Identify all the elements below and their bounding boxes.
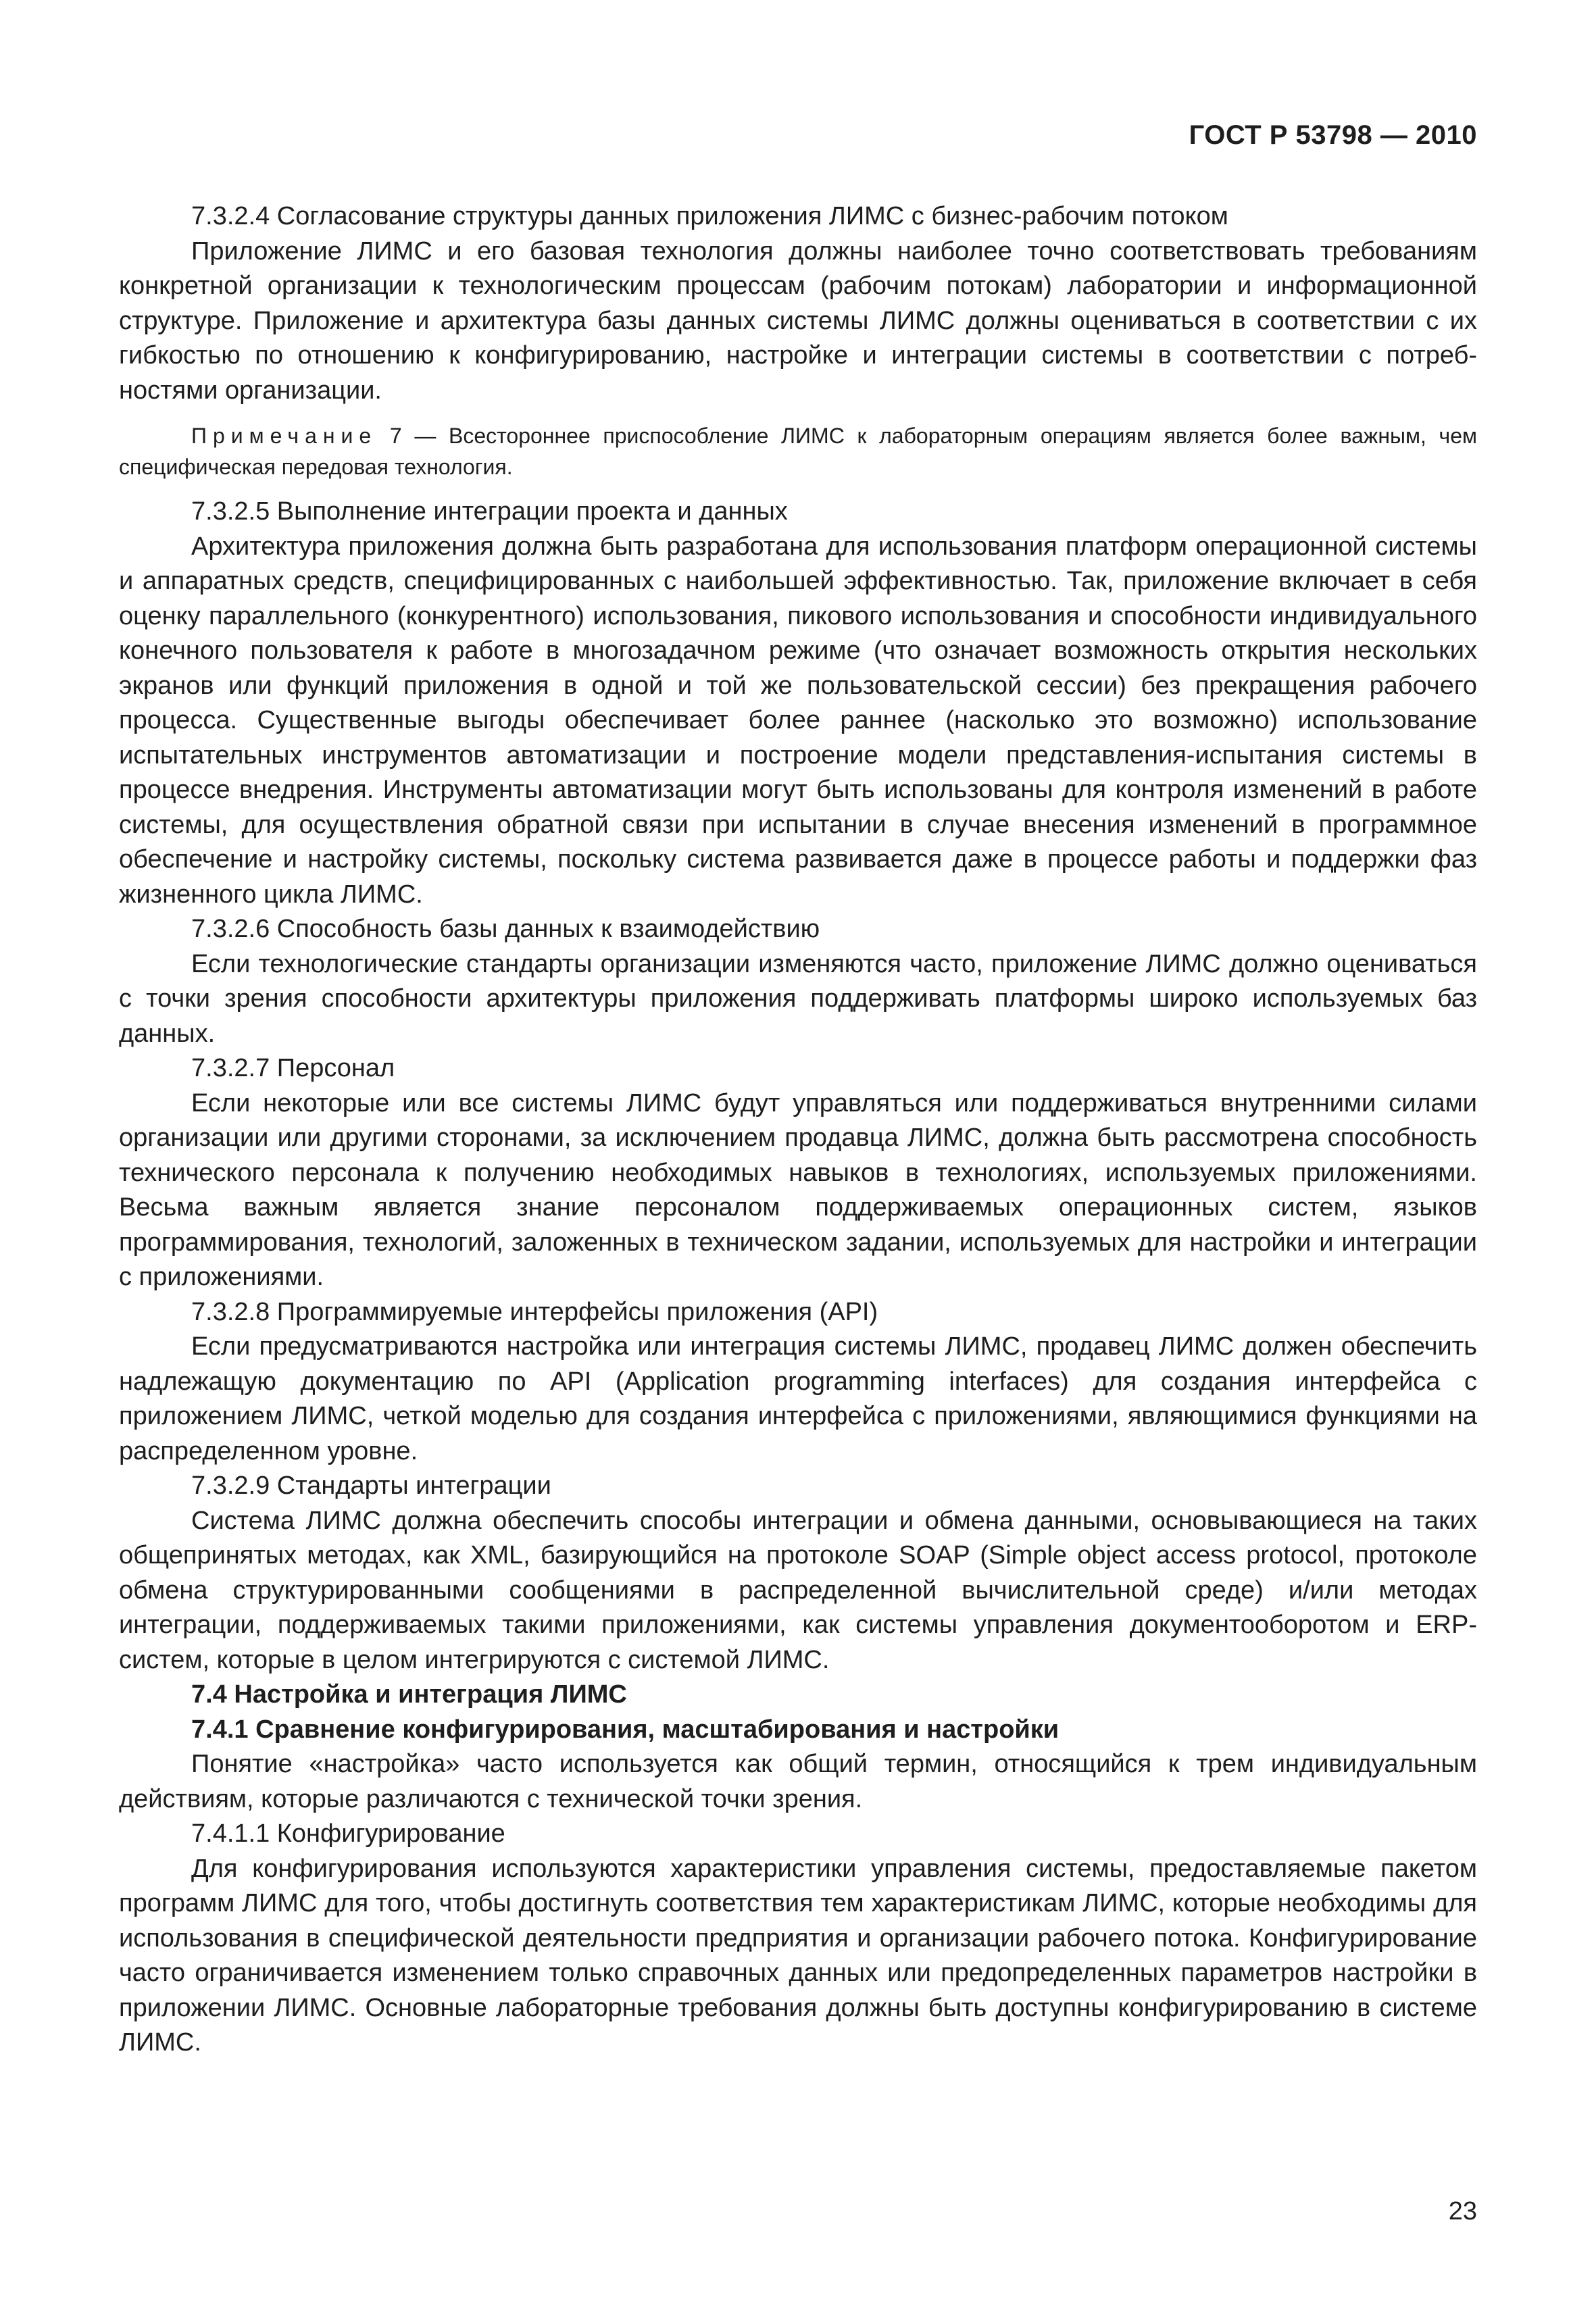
section-7327-title: 7.3.2.7 Персонал: [191, 1054, 395, 1082]
section-7329-title: 7.3.2.9 Стандарты интеграции: [191, 1472, 551, 1500]
section-7326-body: Если технологические стандарты организации изменяются часто, приложение ЛИМС должно оцениваться с точки зрения способности архитектуры приложения поддерживать платформы широко используемых баз данных.: [119, 949, 1477, 1048]
section-741-body: Понятие «настройка» часто используется как общий термин, относящийся к трем индивидуальным действиям, которые различаются с технической точки зрения.: [119, 1750, 1477, 1813]
section-7327-body: Если некоторые или все системы ЛИМС будут управляться или поддерживаться внутренними силами организации или другими сторонами, за исключением продавца ЛИМС, должна быть рассмотрена способность технического персонала к получению необходимых навыков в технологиях, используемых приложениями. Весьма важным является знание персоналом поддерживаемых операционных систем, языков программирования, технологий, заложенных в техническом задании, используемых для настройки и интеграции с приложениями.: [119, 1088, 1477, 1291]
section-7325-title: 7.3.2.5 Выполнение интеграции проекта и данных: [191, 497, 788, 526]
section-741-title: 7.4.1 Сравнение конфигурирования, масштабирования и настройки: [191, 1715, 1059, 1744]
section-7329-body: Система ЛИМС должна обеспечить способы интеграции и обмена данными, основывающиеся на таких общепринятых методах, как XML, базирующийся на протоколе SOAP (Simple object access protocol, протоколе обмена структурированными сообщениями в распределенной вычислительной среде) и/или методах интеграции, поддерживаемых такими приложениями, как системы управления документооборотом и ERP-систем, которые в целом интегрируются с системой ЛИМС.: [119, 1506, 1477, 1674]
document-body: [119, 199, 1477, 2061]
section-7326-title: 7.3.2.6 Способность базы данных к взаимодействию: [191, 915, 820, 943]
section-74-title: 7.4 Настройка и интеграция ЛИМС: [191, 1680, 627, 1709]
section-7411-body: Для конфигурирования используются характеристики управления системы, предоставляемые пакетом программ ЛИМС для того, чтобы достигнуть соответствия тем характеристикам ЛИМС, которые необходимы для использования в специфической деятельности предприятия и организации рабочего потока. Конфигурирование часто ограничивается изменением только справочных данных или предопределенных параметров настройки в приложении ЛИМС. Основные лабораторные требования должны быть доступны конфигурированию в системе ЛИМС.: [119, 1854, 1477, 2057]
section-7411-title: 7.4.1.1 Конфигурирование: [191, 1819, 505, 1848]
page-number: 23: [1448, 2197, 1477, 2225]
note-label: Примечание: [191, 424, 378, 448]
document-header: ГОСТ Р 53798 — 2010: [1189, 120, 1477, 150]
section-7328-title: 7.3.2.8 Программируемые интерфейсы приложения (API): [191, 1297, 878, 1326]
note-text: 7 — Всестороннее приспособление ЛИМС к лабораторным операциям является более важным, чем специфическая передовая технология.: [119, 424, 1477, 479]
section-7325-body: Архитектура приложения должна быть разработана для использования платформ операционной системы и аппаратных средств, специфицированных с наибольшей эффективностью. Так, приложение включает в себя оценку параллельного (конкурентного) использования, пикового использования и способности индивидуального конечного пользователя к работе в многозадачном режиме (что означает возможность открытия нескольких экранов или функций приложения в одной и той же пользовательской сессии) без прекращения рабочего процесса. Существенные выгоды обеспечивает более раннее (насколько это возможно) использование испытательных инструментов автоматизации и построение модели представления-испытания системы в процессе внедрения. Инструменты автоматизации могут быть использованы для контроля изменений в работе системы, для осуществления обратной связи при испытании в случае внесения изменений в программное обеспечение и настройку системы, поскольку система развивается даже в процессе работы и поддержки фаз жизненного цикла ЛИМС.: [119, 532, 1477, 909]
section-7324-title: 7.3.2.4 Согласование структуры данных приложения ЛИМС с бизнес-рабочим потоком: [191, 202, 1228, 230]
section-7324-body: Приложение ЛИМС и его базовая технология должны наиболее точно соответствовать требованиям конкретной организации к технологическим процессам (рабочим потокам) лаборатории и информационной структуре. Приложение и архитектура базы данных системы ЛИМС должны оцениваться в соответствии с их гибкостью по отношению к конфигурированию, настройке и интеграции системы в соответствии с потребностями организации.: [119, 236, 1477, 405]
section-7328-body: Если предусматриваются настройка или интеграция системы ЛИМС, продавец ЛИМС должен обеспечить надлежащую документацию по API (Application programming interfaces) для создания интерфейса с приложением ЛИМС, четкой моделью для создания интерфейса с приложениями, являющимися функциями на распределенном уровне.: [119, 1332, 1477, 1465]
note-7: [119, 420, 1477, 482]
